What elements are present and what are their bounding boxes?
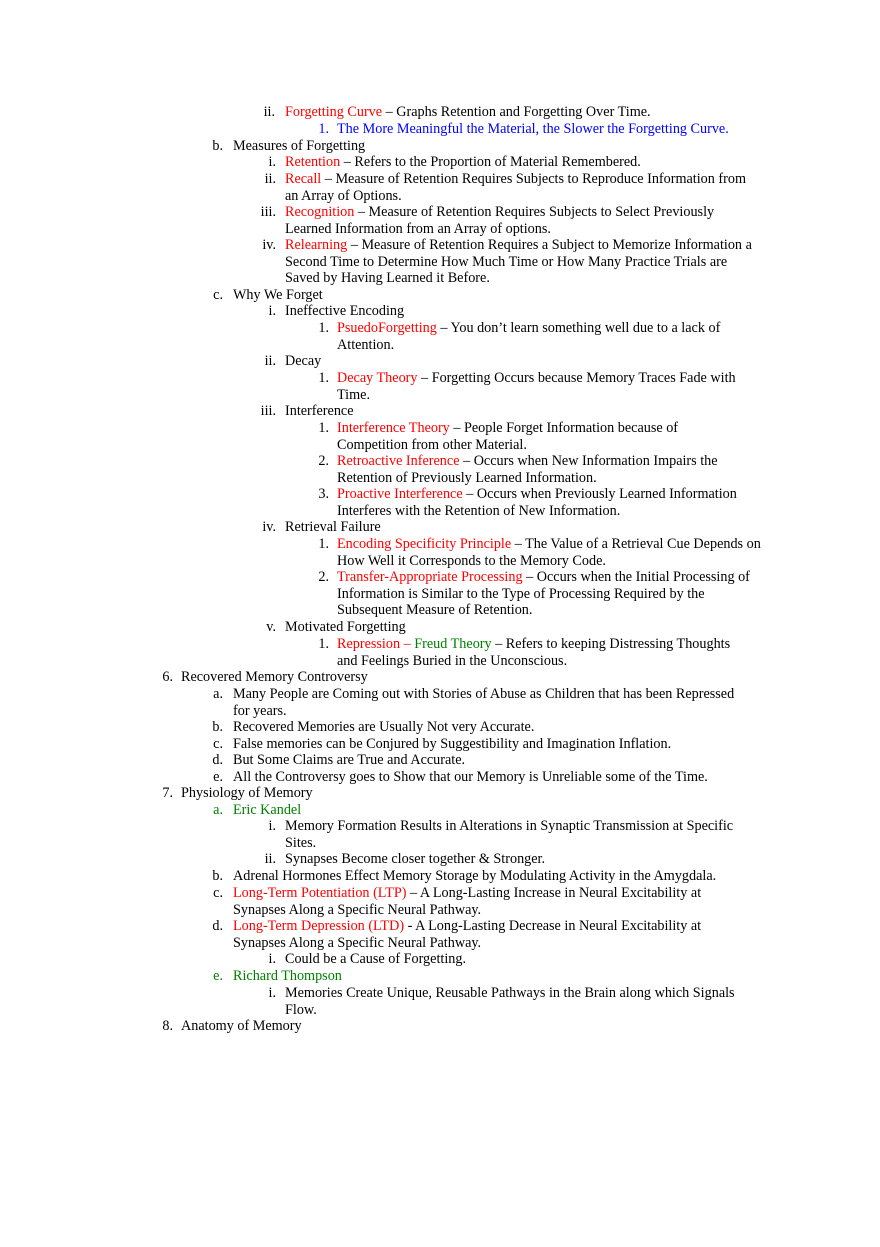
definition: – You don’t learn something well due to a lack of Attention.	[337, 320, 721, 353]
outline-item-repression	[318, 636, 747, 669]
outline-item-richard-thompson	[213, 968, 753, 985]
item-marker: iii.	[260, 204, 276, 220]
definition: – People Forget Information because of Competition from other Material.	[337, 420, 679, 453]
definition: – Refers to keeping Distressing Thoughts and Feelings Buried in the Unconscious.	[337, 636, 731, 669]
outline-item-adrenal	[212, 868, 753, 885]
term: Forgetting Curve	[285, 104, 383, 120]
item-marker: 1.	[318, 636, 329, 652]
item-marker: i.	[268, 951, 276, 967]
heading-text: Physiology of Memory	[181, 785, 313, 801]
outline-item-retention	[268, 154, 750, 171]
heading-text: Ineffective Encoding	[285, 303, 405, 319]
definition: – Occurs when New Information Impairs the Retention of Previously Learned Information.	[337, 453, 718, 486]
outline-item-eric-kandel	[213, 802, 753, 819]
item-text: But Some Claims are True and Accurate.	[233, 752, 466, 768]
item-marker: ii.	[264, 353, 276, 369]
heading-text: Decay	[285, 353, 322, 369]
term: Repression –	[337, 636, 415, 652]
outline-item-recognition	[260, 204, 750, 237]
item-marker: iii.	[260, 403, 276, 419]
term: Transfer-Appropriate Processing	[337, 569, 523, 585]
item-marker: b.	[212, 868, 223, 884]
item-marker: ii.	[263, 104, 275, 120]
item-marker: e.	[213, 769, 223, 785]
item-marker: c.	[213, 736, 223, 752]
outline-item-psuedoforgetting	[318, 320, 747, 353]
outline-item-ltd	[212, 918, 723, 951]
outline-item-decay-theory	[318, 370, 747, 403]
outline-item-retrieval-failure	[262, 519, 750, 536]
term: Recall	[285, 171, 322, 187]
item-marker: 7.	[162, 785, 173, 801]
item-text: Adrenal Hormones Effect Memory Storage by Modulating Activity in the Amygdala.	[233, 868, 717, 884]
term: PsuedoForgetting	[337, 320, 437, 336]
outline-item-measures-of-forgetting	[212, 138, 753, 155]
outline-item-decay	[264, 353, 750, 370]
outline-item-kandel-2	[264, 851, 750, 868]
outline-item-kandel-1	[268, 818, 750, 851]
outline-item-ltp	[213, 885, 723, 918]
outline-item-ineffective-encoding	[268, 303, 750, 320]
term: Interference Theory	[337, 420, 450, 436]
person-name: Freud Theory	[414, 636, 492, 652]
item-marker: i.	[268, 303, 276, 319]
outline-item-recovered-d	[212, 752, 753, 769]
outline-item-recovered-e	[213, 769, 753, 786]
definition: – Graphs Retention and Forgetting Over Time.	[382, 104, 651, 120]
outline-item-transfer-appropriate	[318, 569, 757, 619]
item-marker: iv.	[262, 519, 276, 535]
item-marker: 1.	[318, 370, 329, 386]
item-marker: 2.	[318, 453, 329, 469]
item-marker: 1.	[318, 536, 329, 552]
item-marker: 1.	[318, 121, 329, 137]
term: Proactive Interference	[337, 486, 463, 502]
outline-item-why-we-forget	[213, 287, 753, 304]
note-text: The More Meaningful the Material, the Slower the Forgetting Curve.	[337, 121, 729, 137]
term: Decay Theory	[337, 370, 418, 386]
item-text: Could be a Cause of Forgetting.	[285, 951, 467, 967]
item-marker: iv.	[262, 237, 276, 253]
outline-item-interference-theory	[318, 420, 732, 453]
heading-text: Motivated Forgetting	[285, 619, 406, 635]
item-marker: b.	[212, 138, 223, 154]
item-marker: d.	[212, 918, 223, 934]
item-text: Memory Formation Results in Alterations in Synaptic Transmission at Specific Sites.	[285, 818, 734, 851]
outline-item-interference	[260, 403, 750, 420]
outline-item-recall	[264, 171, 750, 204]
item-marker: 1.	[318, 420, 329, 436]
heading-text: Recovered Memory Controversy	[181, 669, 368, 685]
item-marker: d.	[212, 752, 223, 768]
outline-item-encoding-specificity	[318, 536, 762, 569]
outline-item-motivated-forgetting	[266, 619, 750, 636]
outline-item-recovered-b	[212, 719, 753, 736]
item-marker: e.	[213, 968, 223, 984]
item-marker: 8.	[162, 1018, 173, 1034]
definition: – The Value of a Retrieval Cue Depends on How Well it Corresponds to the Memory Code.	[337, 536, 761, 569]
term: Recognition	[285, 204, 355, 220]
outline-item-physiology	[162, 785, 751, 802]
outline-item-meaningful-material	[318, 121, 757, 138]
item-marker: a.	[213, 686, 223, 702]
item-marker: b.	[212, 719, 223, 735]
outline-item-proactive-interference	[318, 486, 757, 519]
item-marker: 2.	[318, 569, 329, 585]
outline-item-recovered-c	[213, 736, 753, 753]
item-marker: i.	[268, 985, 276, 1001]
heading-text: Anatomy of Memory	[181, 1018, 302, 1034]
term: Retroactive Inference	[337, 453, 460, 469]
item-text: All the Controversy goes to Show that our Memory is Unreliable some of the Time.	[233, 769, 708, 785]
item-text: False memories can be Conjured by Suggestibility and Imagination Inflation.	[233, 736, 672, 752]
item-marker: a.	[213, 802, 223, 818]
item-marker: ii.	[264, 171, 276, 187]
item-marker: 3.	[318, 486, 329, 502]
item-marker: v.	[266, 619, 276, 635]
term: Retention	[285, 154, 341, 170]
outline-item-thompson-1	[268, 985, 750, 1018]
term: Relearning	[285, 237, 348, 253]
definition: – Measure of Retention Requires Subjects to Select Previously Learned Information from an Array of options.	[285, 204, 715, 237]
heading-text: Interference	[285, 403, 354, 419]
item-marker: ii.	[264, 851, 276, 867]
outline-item-retroactive-inference	[318, 453, 742, 486]
person-name: Richard Thompson	[233, 968, 342, 984]
item-text: Many People are Coming out with Stories of Abuse as Children that has been Repressed for years.	[233, 686, 735, 719]
item-text: Synapses Become closer together & Stronger.	[285, 851, 546, 867]
item-marker: 1.	[318, 320, 329, 336]
definition: – A Long-Lasting Increase in Neural Excitability at Synapses Along a Specific Neural Pathway.	[233, 885, 702, 918]
definition: – Measure of Retention Requires Subjects to Reproduce Information from an Array of Options.	[285, 171, 746, 204]
heading-text: Measures of Forgetting	[233, 138, 366, 154]
term: Long-Term Depression (LTD)	[233, 918, 405, 934]
outline-item-forgetting-curve	[263, 104, 755, 121]
term: Long-Term Potentiation (LTP)	[233, 885, 407, 901]
definition: – Occurs when Previously Learned Information Interferes with the Retention of New Information.	[337, 486, 737, 519]
item-marker: i.	[268, 154, 276, 170]
person-name: Eric Kandel	[233, 802, 302, 818]
item-marker: i.	[268, 818, 276, 834]
outline-item-recovered-memory	[162, 669, 751, 686]
item-marker: 6.	[162, 669, 173, 685]
heading-text: Why We Forget	[233, 287, 323, 303]
item-marker: c.	[213, 885, 223, 901]
outline-item-relearning	[262, 237, 755, 287]
outline-item-ltd-1	[268, 951, 750, 968]
item-text: Recovered Memories are Usually Not very Accurate.	[233, 719, 535, 735]
outline-item-recovered-a	[213, 686, 753, 719]
definition: – Forgetting Occurs because Memory Traces Fade with Time.	[337, 370, 736, 403]
definition: – Measure of Retention Requires a Subject to Memorize Information a Second Time to Determine How Much Time or How Many Practice Trials are Saved by Having Learned it Before.	[285, 237, 752, 287]
definition: – Refers to the Proportion of Material Remembered.	[340, 154, 641, 170]
definition: - A Long-Lasting Decrease in Neural Excitability at Synapses Along a Specific Neural Pathway.	[233, 918, 702, 951]
outline-item-anatomy	[162, 1018, 751, 1035]
definition: – Occurs when the Initial Processing of Information is Similar to the Type of Processing Required by the Subsequent Measure of Retention.	[337, 569, 750, 619]
heading-text: Retrieval Failure	[285, 519, 381, 535]
item-text: Memories Create Unique, Reusable Pathways in the Brain along which Signals Flow.	[285, 985, 735, 1018]
item-marker: c.	[213, 287, 223, 303]
term: Encoding Specificity Principle	[337, 536, 512, 552]
